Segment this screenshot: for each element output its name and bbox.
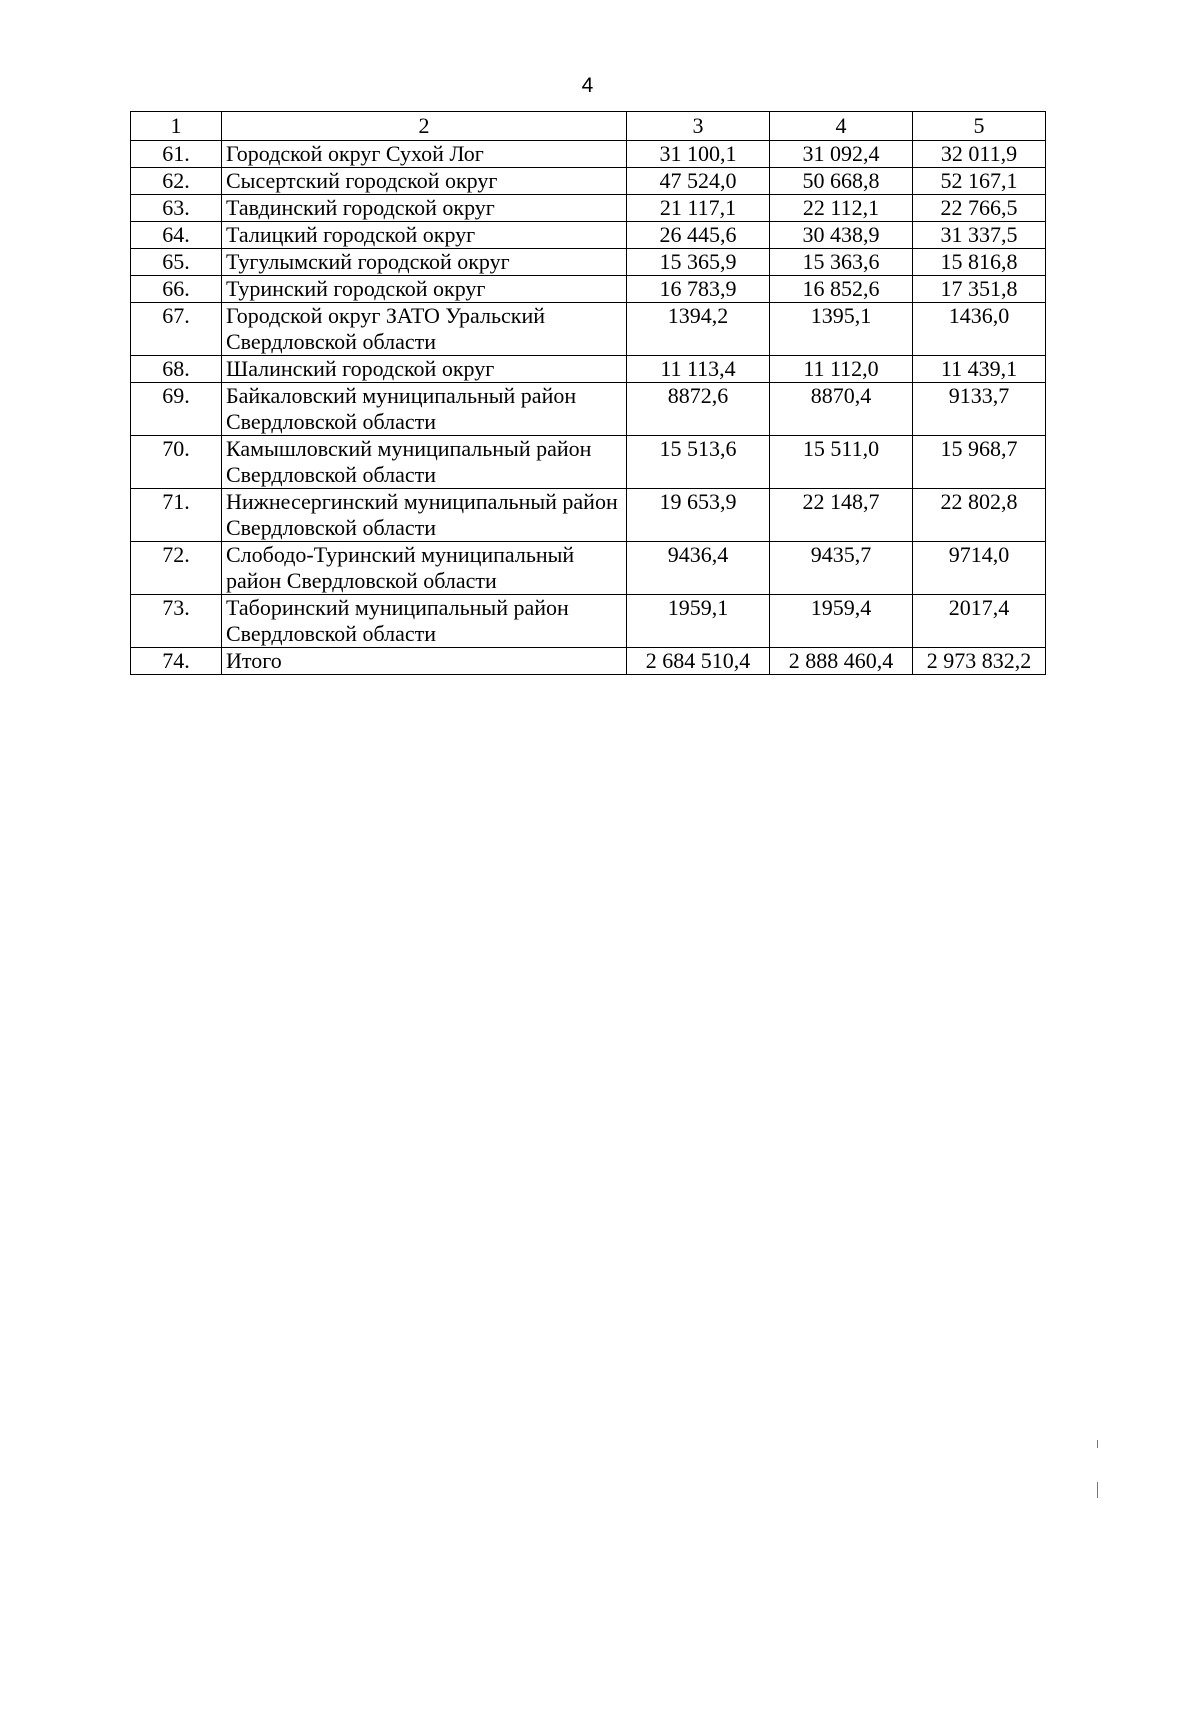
row-number: 67.	[131, 303, 222, 356]
value-col4: 15 363,6	[770, 249, 913, 276]
value-col3: 16 783,9	[627, 276, 770, 303]
value-col4: 22 112,1	[770, 195, 913, 222]
table-row	[131, 195, 1046, 222]
value-col3: 26 445,6	[627, 222, 770, 249]
column-header: 4	[770, 112, 913, 141]
value-col3: 1394,2	[627, 303, 770, 356]
value-col3: 8872,6	[627, 383, 770, 436]
value-col4: 9435,7	[770, 542, 913, 595]
value-col3: 1959,1	[627, 595, 770, 648]
value-col5: 52 167,1	[913, 168, 1046, 195]
row-number: 69.	[131, 383, 222, 436]
value-col4: 11 112,0	[770, 356, 913, 383]
table-row	[131, 383, 1046, 436]
total-col4: 2 888 460,4	[770, 648, 913, 675]
value-col5: 9133,7	[913, 383, 1046, 436]
table-row	[131, 356, 1046, 383]
column-header: 2	[222, 112, 627, 141]
value-col5: 15 968,7	[913, 436, 1046, 489]
municipality-name: Городской округ ЗАТО Уральский Свердловской области	[222, 303, 627, 356]
row-number: 73.	[131, 595, 222, 648]
value-col3: 11 113,4	[627, 356, 770, 383]
scan-artifact-mark	[1097, 1440, 1098, 1448]
municipality-name: Камышловский муниципальный район Свердловской области	[222, 436, 627, 489]
row-number: 68.	[131, 356, 222, 383]
value-col4: 1395,1	[770, 303, 913, 356]
municipality-name: Таборинский муниципальный район Свердловской области	[222, 595, 627, 648]
row-number: 64.	[131, 222, 222, 249]
municipality-name: Сысертский городской округ	[222, 168, 627, 195]
row-number: 65.	[131, 249, 222, 276]
table-row	[131, 595, 1046, 648]
value-col5: 9714,0	[913, 542, 1046, 595]
column-header: 1	[131, 112, 222, 141]
table-header-row	[131, 112, 1046, 141]
total-label: Итого	[222, 648, 627, 675]
scan-artifact-mark	[1097, 1482, 1098, 1498]
value-col3: 31 100,1	[627, 141, 770, 168]
municipality-name: Талицкий городской округ	[222, 222, 627, 249]
table-total-row	[131, 648, 1046, 675]
row-number: 70.	[131, 436, 222, 489]
municipality-name: Нижнесергинский муниципальный район Свердловской области	[222, 489, 627, 542]
value-col3: 47 524,0	[627, 168, 770, 195]
row-number: 74.	[131, 648, 222, 675]
municipality-name: Городской округ Сухой Лог	[222, 141, 627, 168]
total-col5: 2 973 832,2	[913, 648, 1046, 675]
value-col5: 22 802,8	[913, 489, 1046, 542]
value-col4: 30 438,9	[770, 222, 913, 249]
total-col3: 2 684 510,4	[627, 648, 770, 675]
value-col4: 8870,4	[770, 383, 913, 436]
table-row	[131, 542, 1046, 595]
row-number: 63.	[131, 195, 222, 222]
value-col3: 9436,4	[627, 542, 770, 595]
row-number: 61.	[131, 141, 222, 168]
municipality-name: Тугулымский городской округ	[222, 249, 627, 276]
value-col3: 19 653,9	[627, 489, 770, 542]
table-row	[131, 276, 1046, 303]
value-col5: 1436,0	[913, 303, 1046, 356]
value-col5: 22 766,5	[913, 195, 1046, 222]
value-col5: 2017,4	[913, 595, 1046, 648]
value-col3: 15 513,6	[627, 436, 770, 489]
value-col5: 32 011,9	[913, 141, 1046, 168]
row-number: 62.	[131, 168, 222, 195]
value-col3: 21 117,1	[627, 195, 770, 222]
row-number: 71.	[131, 489, 222, 542]
column-header: 3	[627, 112, 770, 141]
table-row	[131, 168, 1046, 195]
municipality-name: Тавдинский городской округ	[222, 195, 627, 222]
value-col4: 16 852,6	[770, 276, 913, 303]
table-row	[131, 436, 1046, 489]
value-col4: 50 668,8	[770, 168, 913, 195]
value-col5: 11 439,1	[913, 356, 1046, 383]
table-row	[131, 303, 1046, 356]
value-col4: 22 148,7	[770, 489, 913, 542]
budget-table	[130, 111, 1046, 675]
value-col3: 15 365,9	[627, 249, 770, 276]
page-number: 4	[581, 74, 594, 97]
municipality-name: Слободо-Туринский муниципальный район Свердловской области	[222, 542, 627, 595]
municipality-name: Шалинский городской округ	[222, 356, 627, 383]
column-header: 5	[913, 112, 1046, 141]
table-row	[131, 222, 1046, 249]
value-col4: 15 511,0	[770, 436, 913, 489]
table-row	[131, 141, 1046, 168]
value-col5: 31 337,5	[913, 222, 1046, 249]
row-number: 66.	[131, 276, 222, 303]
table-row	[131, 489, 1046, 542]
municipality-name: Байкаловский муниципальный район Свердловской области	[222, 383, 627, 436]
row-number: 72.	[131, 542, 222, 595]
value-col4: 1959,4	[770, 595, 913, 648]
table-row	[131, 249, 1046, 276]
value-col5: 17 351,8	[913, 276, 1046, 303]
value-col5: 15 816,8	[913, 249, 1046, 276]
value-col4: 31 092,4	[770, 141, 913, 168]
municipality-name: Туринский городской округ	[222, 276, 627, 303]
